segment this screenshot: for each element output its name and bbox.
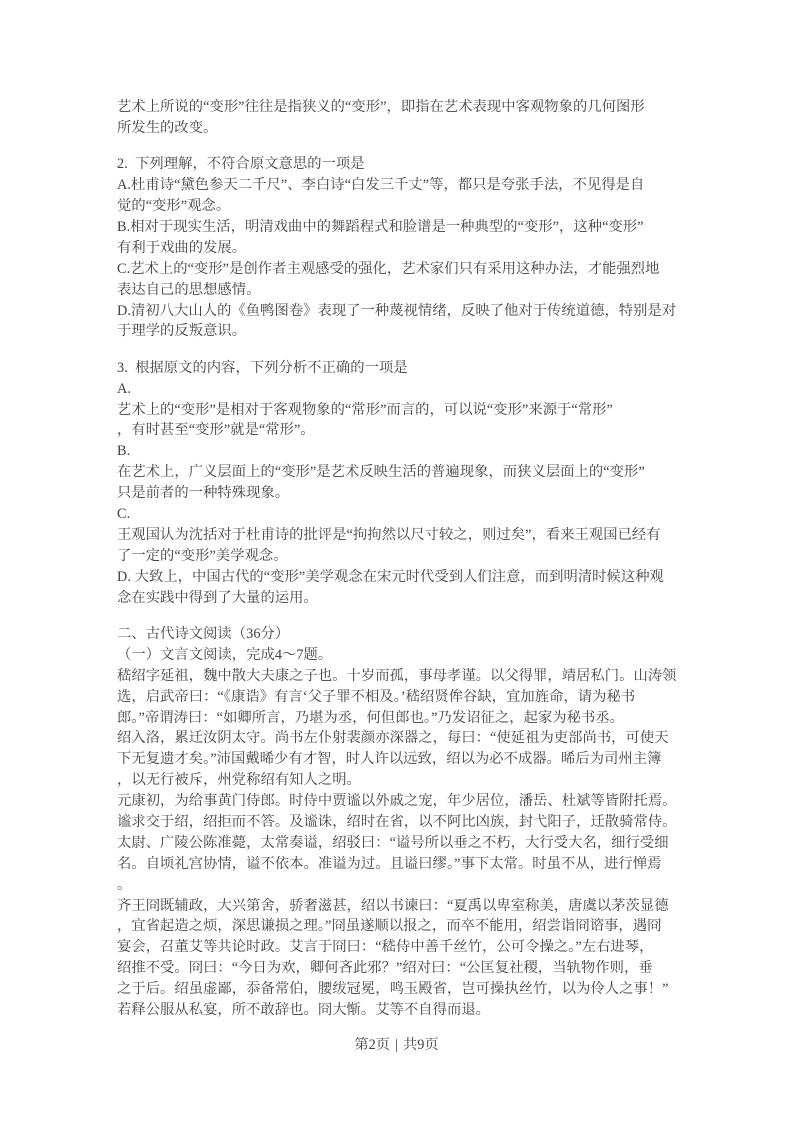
text-line: 太尉、广陵公陈准薨，太常奏谥，绍驳曰：“谥号所以垂之不朽，大行受大名，细行受细 (117, 834, 669, 851)
text-line: 绍推不受。冏曰：“今日为欢，卿何吝此邪？”绍对曰：“公匡复社稷，当轨物作则，垂 (117, 960, 653, 977)
text-line: 谧求交于绍，绍拒而不答。及谧诛，绍时在省，以不阿比凶族，封弋阳子，迁散骑常侍。 (117, 814, 677, 830)
text-line: 在艺术上，广义层面上的“变形”是艺术反映生活的普遍现象，而狭义层面上的“变形” (117, 464, 645, 481)
text-line: 只是前者的一种特殊现象。 (117, 485, 290, 502)
text-line: 王观国认为沈括对于杜甫诗的批评是“拘拘然以尺寸较之，则过矣”，看来王观国已经有 (117, 526, 661, 543)
page-footer (0, 1035, 793, 1056)
text-line: 。 (117, 876, 132, 893)
text-line: B.相对于现实生活，明清戏曲中的舞蹈程式和脸谱是一种典型的“变形”，这种“变形” (117, 218, 644, 235)
blank-line (117, 342, 679, 358)
text-line: C.艺术上的“变形”是创作者主观感受的强化，艺术家们只有采用这种办法，才能强烈地 (117, 260, 660, 277)
text-line: 宴会，召董艾等共论时政。艾言于冏曰：“嵇侍中善千丝竹，公可令操之。”左右进琴， (117, 939, 654, 956)
blank-line (117, 139, 679, 155)
text-line: D.清初八大山人的《鱼鸭图卷》表现了一种蔑视情绪，反映了他对于传统道德，特别是对 (117, 302, 677, 319)
text-line: 绍入洛，累迁汝阴太守。尚书左仆射裴颜亦深器之，每曰：“使延祖为吏部尚书，可使天 (117, 730, 669, 747)
text-line: 嵇绍字延祖，魏中散大夫康之子也。十岁而孤，事母孝谨。以父得罪，靖居私门。山涛领 (117, 667, 677, 684)
text-line: 名。自顷礼宫协情，谥不依本。准谥为过。且谥曰缪。”事下太常。时虽不从，进行惮焉 (117, 855, 662, 872)
text-line: 艺术上所说的“变形”往往是指狭义的“变形”，即指在艺术表现中客观物象的几何图形 (117, 99, 645, 115)
text-line: 有利于戏曲的发展。 (117, 239, 247, 256)
text-line: A.杜甫诗“黛色参天二千尺”、李白诗“白发三千丈”等，都只是夸张手法，不见得是自 (117, 177, 645, 194)
text-line: 之于后。绍虽虚鄙，忝备常伯，腰绂冠冕，鸣玉殿省，岂可操执丝竹，以为伶人之事！” (117, 981, 669, 998)
text-line: （一）文言文阅读，完成4～7题。 (117, 646, 333, 663)
text-line: 齐王冏既辅政，大兴第舍，骄奢滋甚，绍以书谏曰：“夏禹以卑室称美，唐虞以茅茨显德 (117, 897, 669, 914)
text-line: 3. 根据原文的内容，下列分析不正确的一项是 (117, 359, 408, 376)
text-line: D. 大致上，中国古代的“变形”美学观念在宋元时代受到人们注意，而到明清时候这种观 (117, 568, 664, 585)
text-line: 表达自己的思想感情。 (117, 281, 261, 298)
footer-divider: | (395, 1037, 398, 1053)
text-line: ，宜省起造之烦，深思谦损之理。”冏虽遂顺以报之，而卒不能用，绍尝诣冏谘事，遇冏 (117, 918, 662, 935)
text-line: 艺术上的“变形”是相对于客观物象的“常形”而言的，可以说“变形”来源于“常形” (117, 401, 613, 418)
text-line: ，以无行被斥，州党称绍有知人之明。 (117, 772, 361, 789)
text-line: 郎。”帝谓涛曰：“如卿所言，乃堪为丞，何但郎也。”乃发诏征之，起家为秘书丞。 (117, 709, 625, 726)
text-line: A. (117, 380, 131, 397)
text-line: 2. 下列理解，不符合原文意思的一项是 (117, 156, 365, 173)
text-line: 于理学的反叛意识。 (117, 323, 247, 340)
current-page-label: 第2页 (354, 1037, 391, 1053)
total-pages-label: 共9页 (402, 1037, 439, 1053)
text-line: B. (117, 443, 131, 460)
text-line: ，有时甚至“变形”就是“常形”。 (117, 422, 315, 439)
text-line: 若释公服从私宴，所不敢辞也。冏大惭。艾等不自得而退。 (117, 1002, 491, 1019)
text-line: 所发生的改变。 (117, 119, 218, 136)
text-line: C. (117, 506, 131, 523)
document-body (117, 97, 679, 1021)
text-line: 元康初，为给事黄门侍郎。时侍中贾谧以外戚之宠，年少居位，潘岳、杜斌等皆附托焉。 (117, 793, 677, 810)
text-line: 选，启武帝曰：“《康诰》有言‘父子罪不相及。’嵇绍贤侔谷缺，宜加旌命，请为秘书 (117, 688, 636, 705)
blank-line (117, 608, 679, 624)
text-line: 了一定的“变形”美学观念。 (117, 547, 288, 564)
text-line: 下无复遗才矣。”沛国戴晞少有才智，时人许以远致，绍以为必不成器。晞后为司州主簿 (117, 751, 662, 768)
text-line: 念在实践中得到了大量的运用。 (117, 589, 318, 606)
text-line: 觉的“变形”观念。 (117, 198, 231, 215)
text-line: 二、古代诗文阅读（36分） (117, 625, 290, 642)
